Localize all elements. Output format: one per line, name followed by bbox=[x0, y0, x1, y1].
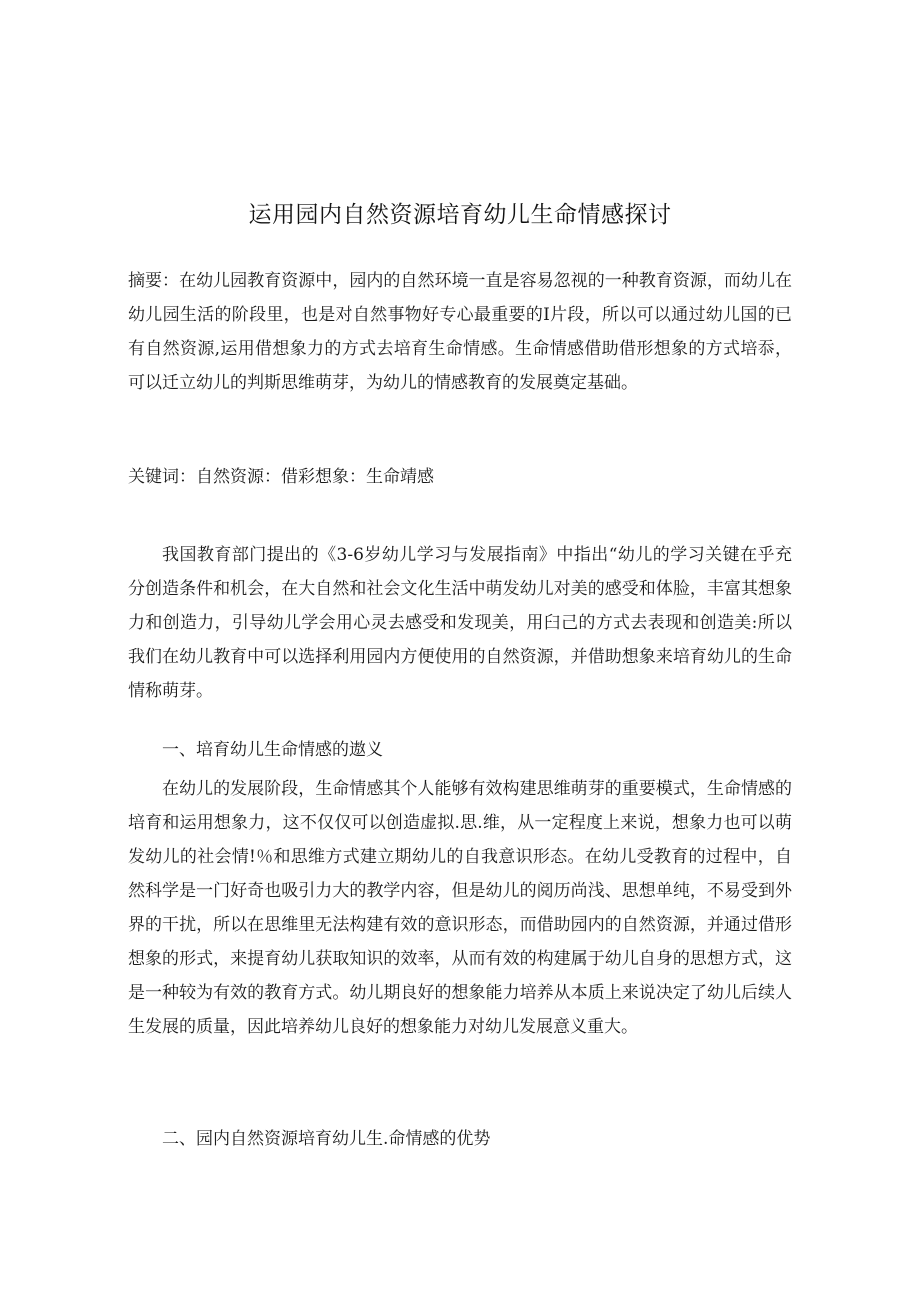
section-heading-2: 二、园内自然资源培育幼儿生.命情感的优势 bbox=[162, 1129, 491, 1149]
document-title: 运用园内自然资源培育幼儿生命情感探讨 bbox=[248, 202, 672, 228]
section-heading-1: 一、培育幼儿生命情感的遨义 bbox=[162, 740, 383, 760]
body-paragraph-section-1: 在幼儿的发展阶段，生命情感其个人能够有效构建思维萌芽的重要模式，生命情感的培育和运用想象力，这不仅仅可以创造虚拟.思.维，从一定程度上来说，想象力也可以萌发幼儿的社会情!％和思维方式建立期幼儿的自我意识形态。在幼儿受教育的过程中，自然科学是一门好奇也吸引力大的教学内容，但是幼儿的阅历尚浅、思想单纯，不易受到外界的干扰，所以在思维里无法构建有效的意识形态，而借助园内的自然资源，并通过借形想象的形式，来提育幼儿获取知识的效率，从而有效的构建属于幼儿自身的思想方式，这是一种较为有效的教育方式。幼儿期良好的想象能力培养从本质上来说决定了幼儿后续人生发展的质量，因此培养幼儿良好的想象能力对幼儿发展意义重大。 bbox=[128, 779, 792, 1037]
keywords-line: 关键词：自然资源：借彩想象：生命靖感 bbox=[128, 467, 434, 487]
abstract-paragraph: 摘要：在幼儿园教育资源中，园内的自然环境一直是容易忽视的一种教育资源，而幼儿在幼儿园生活的阶段里，也是对自然事物好专心最重要的I片段，所以可以通过幼儿国的已有自然资源,运用借想象力的方式去培育生命情感。生命情感借助借形想象的方式培忝，可以迁立幼儿的判斯思维萌芽，为幼儿的情感教育的发展奠定基础。 bbox=[128, 271, 792, 393]
body-paragraph-intro: 我国教育部门提出的《3-6岁幼儿学习与发展指南》中指出“幼儿的学习关键在乎充分创造条件和机会，在大自然和社会文化生活中萌发幼儿对美的感受和体脸，丰富其想象力和创造力，引导幼儿学会用心灵去感受和发现美，用臼己的方式去表现和创造美:所以我们在幼儿教育中可以选择利用园内方便使用的自然资源，并借助想象来培育幼儿的生命情称萌芽。 bbox=[128, 545, 792, 701]
